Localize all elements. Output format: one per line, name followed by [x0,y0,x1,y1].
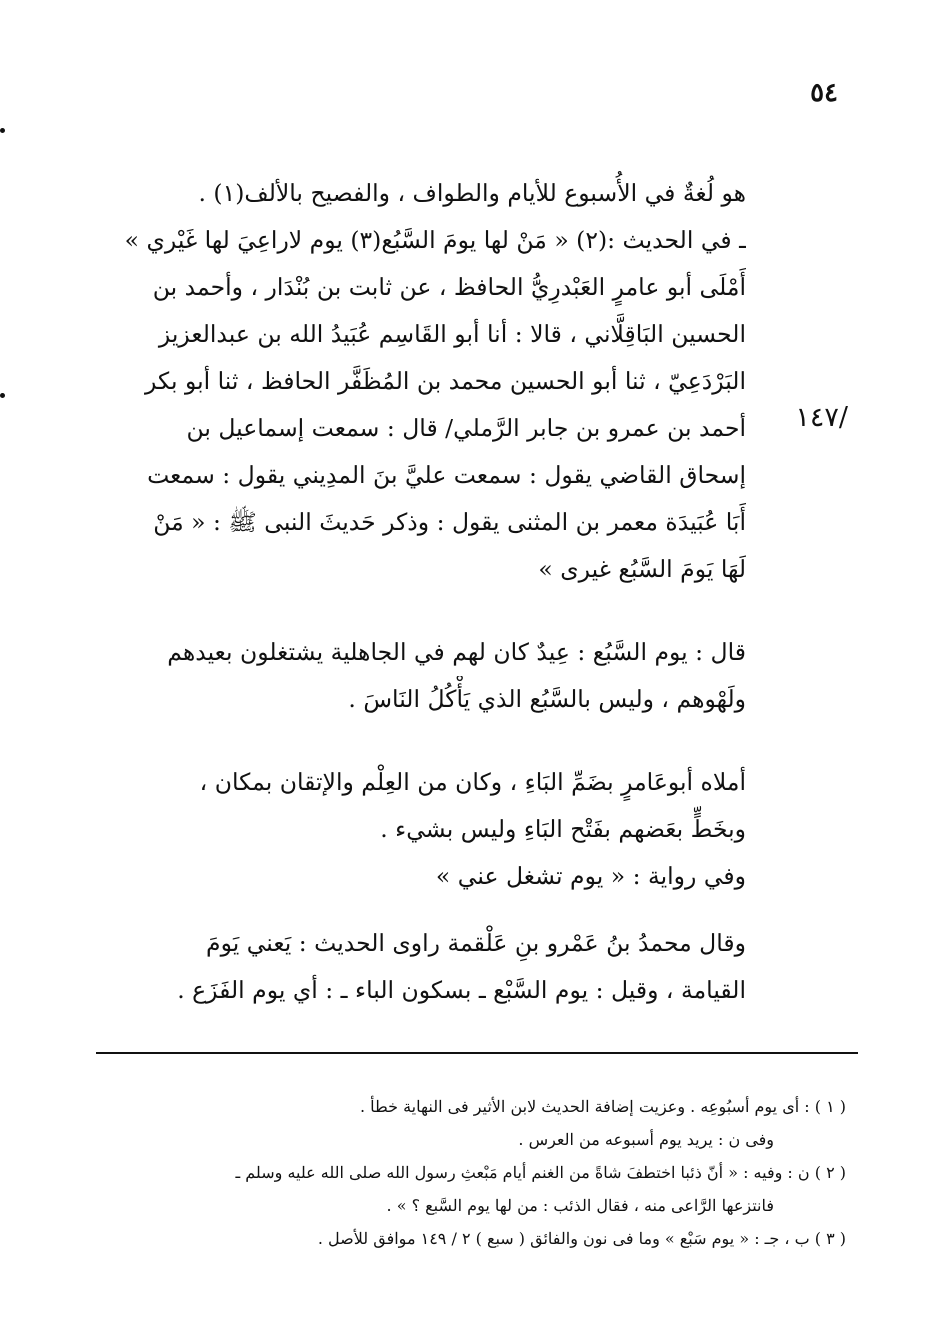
footnote-3 [80,1222,846,1255]
text-line: قال : يوم السَّبُع : عِيدٌ كان لهم في الجاهلية يشتغلون بعيدهم [167,638,746,666]
text-line: أحمد بن عمرو بن جابر الرَّملي/ قال : سمعت إسماعيل بن [186,414,746,442]
footnote-text: ن : وفيه : « أنّ ذئبا اختطفَ شاةً من الغنم أيام مَبْعثِ رسول الله صلى الله عليه وسلم ـ [235,1163,810,1182]
footnote-1 [80,1090,846,1123]
text-line: إسحاق القاضي يقول : سمعت عليَّ بنَ المدِيني يقول : سمعت [147,461,746,489]
text-line: لَهَا يَومَ السَّبُع غيرى » [538,555,746,583]
footnote-2 [80,1156,846,1189]
text-line: وقال محمدُ بنُ عَمْرو بنِ عَلْقمة راوى الحديث : يَعني يَومَ [206,929,746,957]
footnote-separator [96,1052,858,1054]
text-line: أَبَا عُبَيدَة معمر بن المثنى يقول : وذكر حَديثَ النبى ﷺ : « مَنْ [153,508,746,536]
main-text [96,170,746,1014]
text-line: أملاه أبوعَامرٍ بضَمِّ البَاءِ ، وكان من العِلْم والإتقان بمكان ، [199,768,746,796]
text-line: القيامة ، وقيل : يوم السَّبْع ـ بسكون الباء ـ : أي يوم الفَزَع . [177,976,746,1004]
text-line: البَرْدَعِيّ ، ثنا أبو الحسين محمد بن المُظَفَّر الحافظ ، ثنا أبو بكر [145,367,746,395]
footnote-2-continuation: فانتزعها الرَّاعى منه ، فقال الذئب : من لها يوم السَّبع ؟ » . [386,1196,774,1215]
text-line: وبخَطٍّ بعَضهم بفَتْح البَاءِ وليس بشيء . [380,815,746,843]
margin-dot [0,393,5,398]
text-line: هو لُغةٌ في الأُسبوع للأيام والطواف ، والفصيح بالألف(١) . [198,179,746,207]
text-line: ـ في الحديث :(٢) « مَنْ لها يومَ السَّبُع(٣) يوم لاراعِيَ لها غَيْري » [124,226,746,254]
footnote-marker: ( ٣ ) [814,1229,846,1248]
footnotes [80,1090,846,1255]
margin-dot [0,128,5,133]
text-line: أَمْلَى أبو عامرٍ العَبْدرِيُّ الحافظ ، عن ثابت بن بُنْدَار ، وأحمد بن [152,273,746,301]
footnote-marker: ( ٢ ) [814,1163,846,1182]
footnote-1-continuation: وفى ن : يريد يوم أسبوعه من العرس . [518,1130,774,1149]
text-line: وفي رواية : « يوم تشغل عني » [435,862,746,890]
text-line: ولَهْوهم ، وليس بالسَّبُع الذي يَأْكُلُ النَاسَ . [348,685,746,713]
footnote-marker: ( ١ ) [814,1097,846,1116]
page-number: ٥٤ [810,78,838,108]
text-line: الحسين البَاقِلَّاني ، قالا : أنا أبو القَاسِم عُبَيدُ الله بن عبدالعزيز [158,320,746,348]
marginal-reference: /١٤٧ [795,402,848,433]
footnote-text: : أى يوم أسبُوعِه . وعزيت إضافة الحديث لابن الأثير فى النهاية خطأ . [359,1097,810,1116]
footnote-text: ب ، جـ : « يوم سَبْع » وما فى نون والفائق ( سبع ) ٢ / ١٤٩ موافق للأصل . [317,1229,810,1248]
